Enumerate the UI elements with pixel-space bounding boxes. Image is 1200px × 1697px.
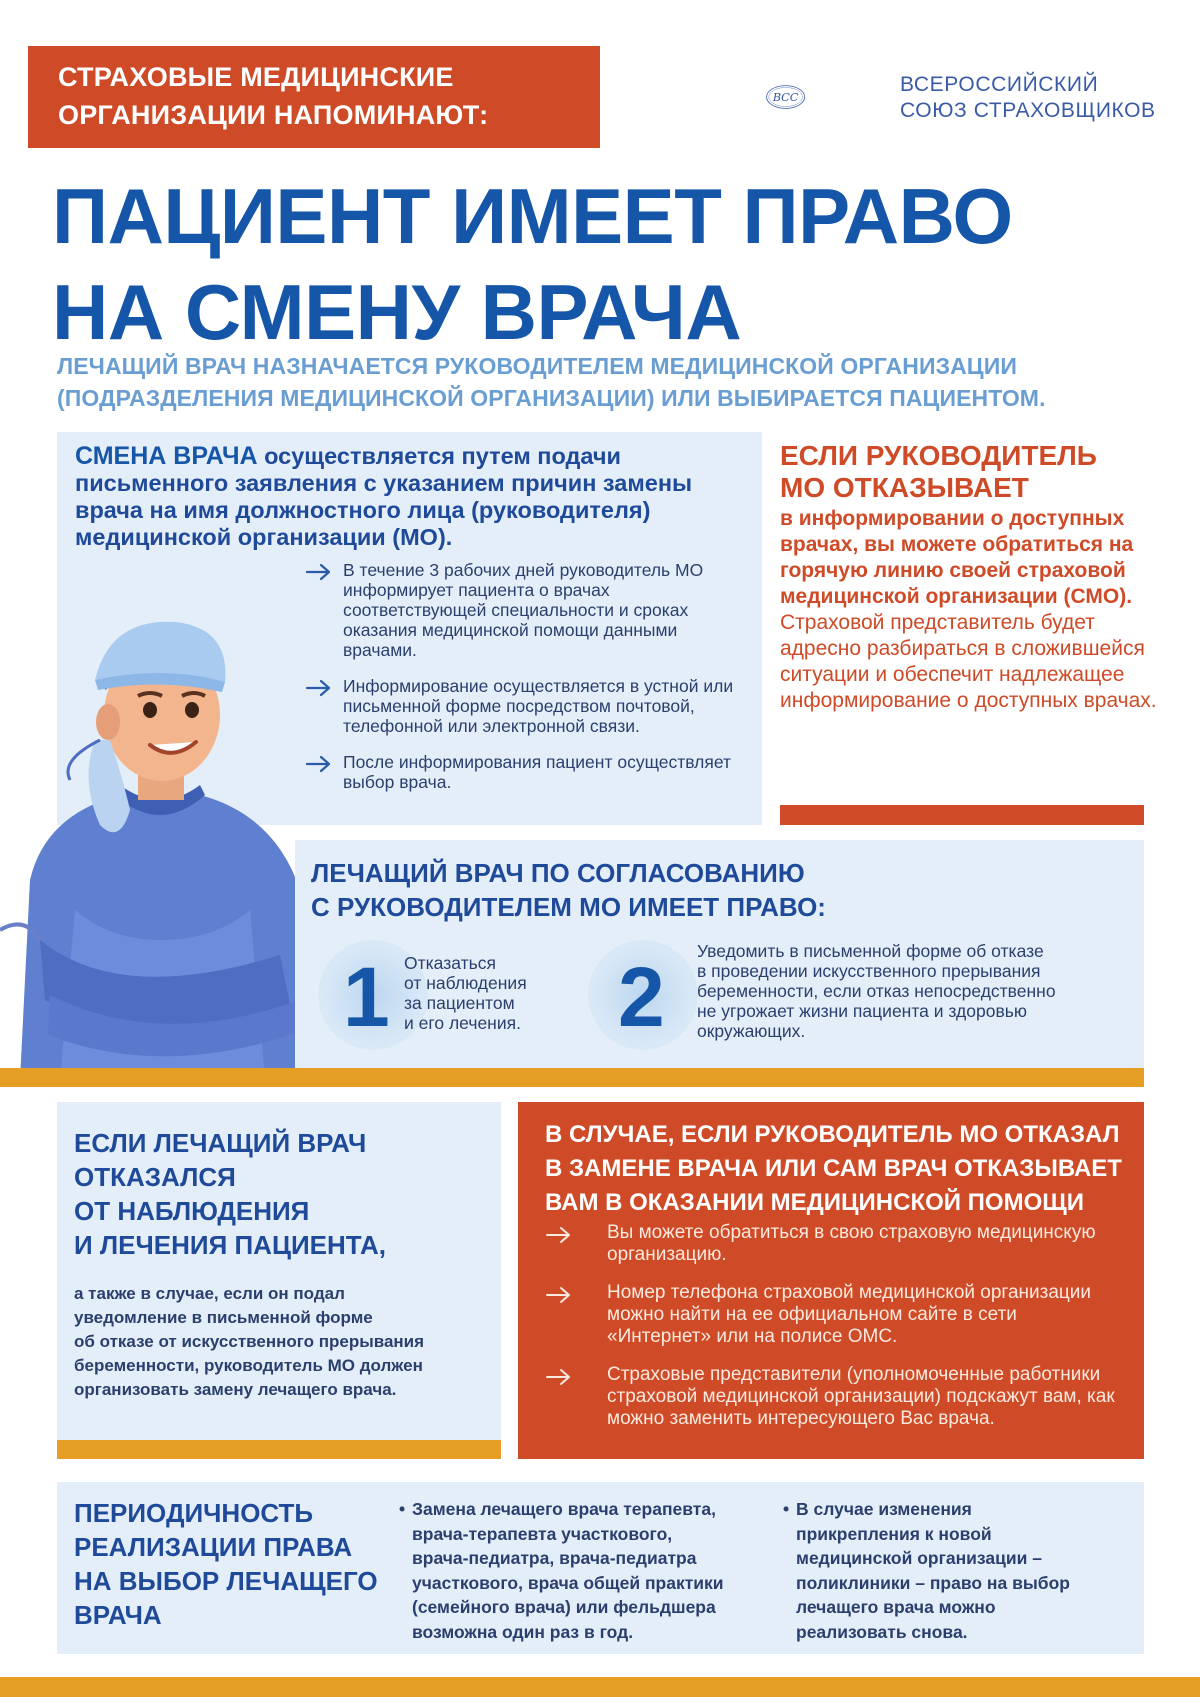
list-item-text: Страховые представители (уполномоченные работники страховой медицинской организации) подскажут вам, как можно заменить интересующего Вас врача.	[607, 1364, 1115, 1429]
periodicity-line: прикрепления к новой	[796, 1523, 992, 1544]
right-text-line: беременности, если отказ непосредственно	[697, 981, 1056, 1001]
list-item	[545, 1364, 1125, 1430]
list-item	[305, 676, 755, 736]
periodicity-line: возможна один раз в год.	[412, 1621, 634, 1642]
periodicity-heading-line: НА ВЫБОР ЛЕЧАЩЕГО	[74, 1566, 378, 1596]
orange-divider	[780, 805, 1144, 825]
doctor-refused-text-line: беременности, руководитель МО должен	[74, 1356, 423, 1375]
bullet-dot-icon: •	[399, 1499, 406, 1519]
periodicity-line: участкового, врача общей практики	[412, 1572, 724, 1593]
logo-mark: ВСС	[772, 90, 799, 105]
page-title-line-2: НА СМЕНУ ВРАЧА	[52, 268, 742, 356]
right-text	[404, 953, 527, 1033]
right-number: 1	[343, 950, 390, 1044]
doctor-change-steps	[305, 560, 755, 808]
gold-footer-bar	[0, 1677, 1200, 1697]
periodicity-heading	[74, 1496, 378, 1632]
page-title	[52, 168, 1013, 360]
periodicity-line: врача-педиатра, врача-педиатра	[412, 1548, 697, 1568]
periodicity-line: Замена лечащего врача терапевта,	[412, 1499, 716, 1519]
doctor-illustration	[0, 610, 320, 1080]
gold-divider	[57, 1440, 501, 1459]
vss-logo-icon	[765, 52, 895, 142]
refusal-info-text: Страховой представитель будет адресно разбираться в сложившейся ситуации и обеспечит надлежащее информирование о доступных врачах.	[780, 611, 1157, 712]
logo-text-line-1: ВСЕРОССИЙСКИЙ	[900, 73, 1099, 96]
doctor-refused-text-line: организовать замену лечащего врача.	[74, 1380, 397, 1399]
doctor-refused-heading-line: ОТКАЗАЛСЯ	[74, 1162, 236, 1192]
arrow-right-icon	[545, 1225, 573, 1245]
arrow-right-icon	[545, 1367, 573, 1387]
right-text-line: за пациентом	[404, 993, 515, 1013]
right-text-line: в проведении искусственного прерывания	[697, 961, 1041, 981]
refusal-info-title-line-1: ЕСЛИ РУКОВОДИТЕЛЬ	[780, 440, 1097, 471]
right-text-line: Отказаться	[404, 953, 496, 973]
page-subtitle-line-2: (ПОДРАЗДЕЛЕНИЯ МЕДИЦИНСКОЙ ОРГАНИЗАЦИИ) ИЛИ ВЫБИРАЕТСЯ ПАЦИЕНТОМ.	[57, 385, 1046, 411]
list-item	[545, 1282, 1125, 1348]
list-item-text: Номер телефона страховой медицинской организации можно найти на ее официальном сайте в сети «Интернет» или на полисе ОМС.	[607, 1282, 1091, 1347]
list-item	[305, 560, 755, 660]
list-item-text: Вы можете обратиться в свою страховую медицинскую организацию.	[607, 1222, 1096, 1265]
arrow-right-icon	[305, 562, 333, 582]
doctor-change-heading-bold: СМЕНА ВРАЧА	[75, 442, 258, 470]
list-item-text: В течение 3 рабочих дней руководитель МО информирует пациента о врачах соответствующей специальности и сроках оказания медицинской помощи данными врачами.	[343, 560, 704, 660]
refusal-help-heading-line: В ЗАМЕНЕ ВРАЧА ИЛИ САМ ВРАЧ ОТКАЗЫВАЕТ	[545, 1155, 1122, 1182]
right-text-line: от наблюдения	[404, 973, 527, 993]
doctor-rights-heading	[311, 856, 826, 924]
doctor-refused-heading-line: ЕСЛИ ЛЕЧАЩИЙ ВРАЧ	[74, 1128, 367, 1158]
doctor-refused-text	[74, 1282, 424, 1402]
refusal-info-title	[780, 440, 1180, 504]
refusal-help-heading	[545, 1118, 1122, 1220]
arrow-right-icon	[545, 1285, 573, 1305]
periodicity-column-1	[399, 1497, 724, 1644]
page-subtitle-line-1: ЛЕЧАЩИЙ ВРАЧ НАЗНАЧАЕТСЯ РУКОВОДИТЕЛЕМ МЕДИЦИНСКОЙ ОРГАНИЗАЦИИ	[57, 353, 1017, 379]
bullet-dot-icon: •	[783, 1499, 790, 1519]
refusal-help-heading-line: В СЛУЧАЕ, ЕСЛИ РУКОВОДИТЕЛЬ МО ОТКАЗАЛ	[545, 1121, 1120, 1148]
doctor-refused-text-line: уведомление в письменной форме	[74, 1308, 373, 1327]
logo-text-line-2: СОЮЗ СТРАХОВЩИКОВ	[900, 99, 1156, 122]
periodicity-heading-line: ВРАЧА	[74, 1600, 162, 1630]
right-text-line: не угрожает жизни пациента и здоровью	[697, 1001, 1027, 1021]
page-subtitle	[57, 350, 1046, 414]
periodicity-line: реализовать снова.	[796, 1621, 968, 1642]
right-text	[697, 941, 1056, 1041]
refusal-info-bold-text: в информировании о доступных врачах, вы можете обратиться на горячую линию своей страховой медицинской организации (СМО).	[780, 507, 1134, 608]
doctor-rights-heading-line-2: С РУКОВОДИТЕЛЕМ МО ИМЕЕТ ПРАВО:	[311, 892, 826, 922]
list-item	[545, 1222, 1125, 1266]
periodicity-line: поликлиники – право на выбор	[796, 1572, 1070, 1593]
header-tag-line-1: СТРАХОВЫЕ МЕДИЦИНСКИЕ	[58, 62, 454, 92]
right-number: 2	[618, 950, 665, 1044]
right-text-line: окружающих.	[697, 1021, 806, 1041]
refusal-info-title-line-2: МО ОТКАЗЫВАЕТ	[780, 472, 1029, 503]
periodicity-line: медицинской организации –	[796, 1548, 1042, 1568]
doctor-refused-text-line: об отказе от искусственного прерывания	[74, 1332, 425, 1351]
doctor-refused-text-line: а также в случае, если он подал	[74, 1284, 345, 1303]
logo-text	[900, 72, 1156, 124]
periodicity-line: лечащего врача можно	[796, 1597, 996, 1617]
periodicity-line: врача-терапевта участкового,	[412, 1523, 673, 1544]
right-text-line: и его лечения.	[404, 1013, 521, 1033]
list-item-text: После информирования пациент осуществляет выбор врача.	[343, 752, 732, 792]
page-title-line-1: ПАЦИЕНТ ИМЕЕТ ПРАВО	[52, 172, 1013, 260]
header-tag	[28, 46, 600, 148]
periodicity-heading-line: ПЕРИОДИЧНОСТЬ	[74, 1498, 314, 1528]
list-item	[305, 752, 755, 792]
periodicity-line: В случае изменения	[796, 1499, 972, 1519]
doctor-change-heading-rest: осуществляется путем подачи письменного заявления с указанием причин замены врача на имя должностного лица (руководителя) медицинской организации (МО).	[75, 443, 693, 550]
doctor-change-heading	[75, 443, 755, 551]
right-text-line: Уведомить в письменной форме об отказе	[697, 941, 1044, 961]
doctor-rights-heading-line-1: ЛЕЧАЩИЙ ВРАЧ ПО СОГЛАСОВАНИЮ	[311, 858, 805, 888]
periodicity-column-2	[783, 1497, 1070, 1644]
periodicity-line: (семейного врача) или фельдшера	[412, 1597, 716, 1617]
periodicity-heading-line: РЕАЛИЗАЦИИ ПРАВА	[74, 1532, 353, 1562]
gold-divider	[0, 1068, 1144, 1087]
list-item-text: Информирование осуществляется в устной или письменной форме посредством почтовой, телефонной или электронной связи.	[343, 676, 734, 736]
doctor-refused-heading-line: ОТ НАБЛЮДЕНИЯ	[74, 1196, 310, 1226]
doctor-refused-heading-line: И ЛЕЧЕНИЯ ПАЦИЕНТА,	[74, 1230, 386, 1260]
refusal-info-block	[780, 440, 1180, 714]
header-tag-line-2: ОРГАНИЗАЦИИ НАПОМИНАЮТ:	[58, 100, 489, 130]
refusal-help-list	[545, 1222, 1125, 1446]
refusal-help-heading-line: ВАМ В ОКАЗАНИИ МЕДИЦИНСКОЙ ПОМОЩИ	[545, 1189, 1084, 1216]
doctor-refused-heading	[74, 1126, 386, 1262]
